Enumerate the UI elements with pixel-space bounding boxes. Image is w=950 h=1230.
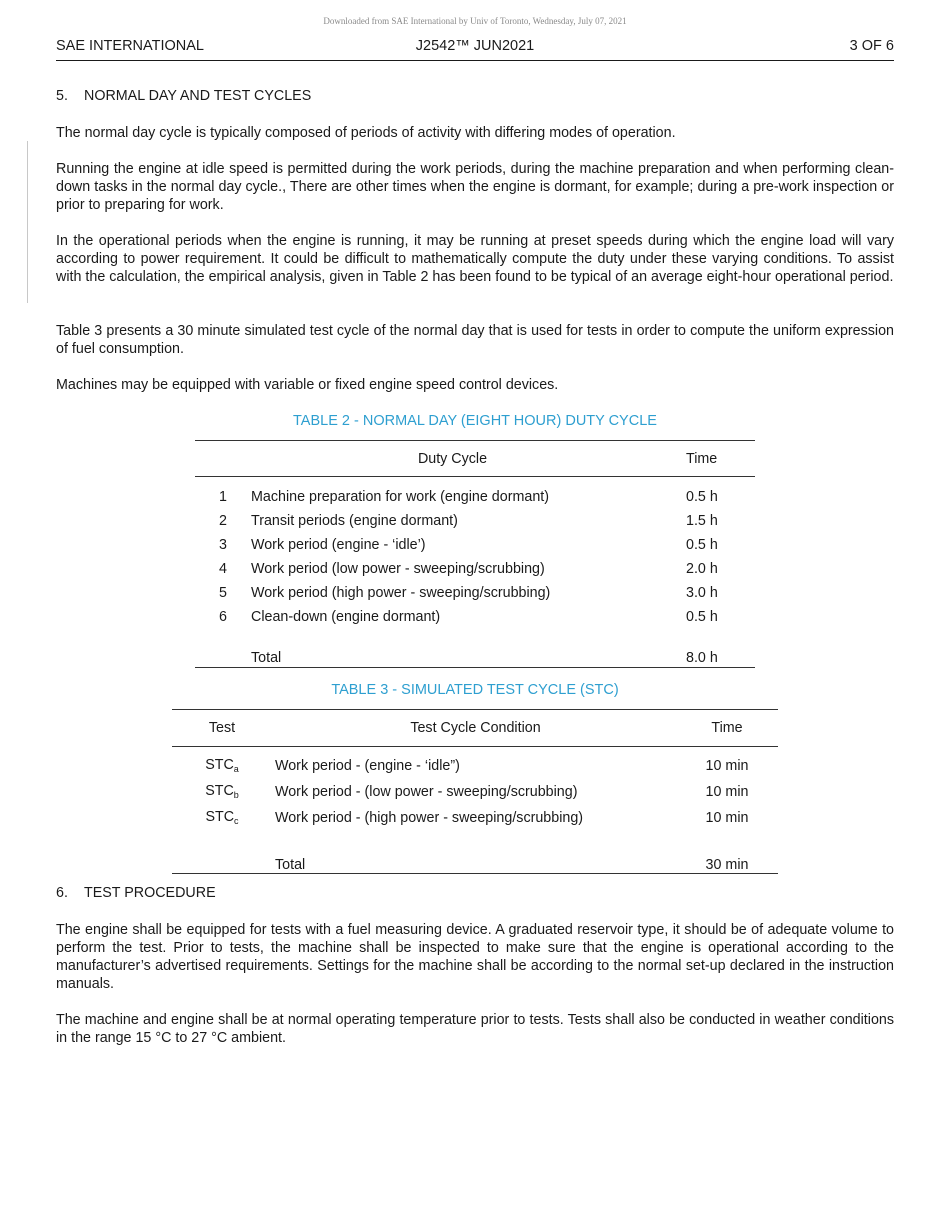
- row-time: 10 min: [705, 783, 749, 800]
- table-total-row: [172, 831, 778, 874]
- row-duty-cycle: Work period (engine - ‘idle’): [251, 536, 426, 553]
- table-header-duty-cycle: Duty Cycle: [251, 441, 654, 477]
- row-time: 0.5 h: [686, 608, 718, 625]
- section-5-heading: [56, 87, 311, 105]
- table-row: [195, 477, 755, 509]
- table-header-condition: Test Cycle Condition: [272, 710, 676, 747]
- row-time: 2.0 h: [686, 560, 718, 577]
- row-duty-cycle: Machine preparation for work (engine dormant): [251, 488, 550, 505]
- section-5-title: NORMAL DAY AND TEST CYCLES: [84, 88, 312, 104]
- download-note: Downloaded from SAE International by Univ of Toronto, Wednesday, July 07, 2021: [323, 16, 627, 26]
- table-row: [172, 747, 778, 779]
- test-subscript: c: [234, 816, 239, 826]
- table-2-duty-cycle: [195, 440, 755, 668]
- table-header-number: [195, 441, 251, 477]
- table-2-title: TABLE 2 - NORMAL DAY (EIGHT HOUR) DUTY CYCLE: [293, 413, 657, 429]
- total-time: 8.0 h: [654, 629, 755, 668]
- row-number: 4: [219, 560, 227, 577]
- table-row: [172, 805, 778, 831]
- section-5-paragraph: Machines may be equipped with variable or fixed engine speed control devices.: [56, 377, 559, 393]
- section-6-title: TEST PROCEDURE: [84, 885, 216, 901]
- row-test-id: $STC_c$: [205, 809, 239, 826]
- revision-change-bar: [27, 141, 28, 303]
- row-time: 10 min: [705, 757, 749, 774]
- row-number: 5: [219, 584, 227, 601]
- table-header-time: Time: [654, 441, 755, 477]
- table-3-simulated-test-cycle: [172, 709, 778, 874]
- header-page-number: 3 OF 6: [849, 38, 894, 54]
- row-condition: Work period - (engine - ‘idle”): [275, 757, 460, 774]
- row-time: 10 min: [705, 809, 749, 826]
- total-label: Total: [251, 629, 654, 668]
- table-header-test: Test: [172, 710, 272, 747]
- section-5-paragraph: In the operational periods when the engine is running, it may be running at preset speeds during which the engine load will vary according to power requirement. It could be difficult to mathematically compute the duty under these varying conditions. To assist with the calculation, the empirical analysis, given in Table 2 has been found to be typical of an average eight-hour operational period.: [56, 233, 894, 285]
- header-organization: SAE INTERNATIONAL: [56, 38, 204, 54]
- total-label: Total: [272, 831, 676, 874]
- section-6-paragraph: The engine shall be equipped for tests with a fuel measuring device. A graduated reservoir type, it should be of adequate volume to perform the test. Prior to tests, the machine shall be inspected to make sure that the engine is operational according to the manufacturer’s advertised requirements. Settings for the machine shall be according to the normal set-up declared in the instruction manuals.: [56, 922, 894, 992]
- row-condition: Work period - (low power - sweeping/scrubbing): [275, 783, 578, 800]
- row-number: 6: [219, 608, 227, 625]
- total-time: 30 min: [676, 831, 778, 874]
- row-time: 1.5 h: [686, 512, 718, 529]
- row-duty-cycle: Work period (high power - sweeping/scrubbing): [251, 584, 551, 601]
- section-5-paragraph: Running the engine at idle speed is permitted during the work periods, during the machine preparation and when performing clean-down tasks in the normal day cycle., There are other times when the engine is dormant, for example; during a pre-work inspection or prior to preparing for work.: [56, 161, 894, 213]
- row-test-id: $STC_a$: [205, 757, 239, 775]
- table-row: [195, 581, 755, 605]
- row-test-id: $STC_b$: [205, 783, 239, 800]
- section-6-number: 6.: [56, 885, 68, 901]
- test-subscript: a: [233, 764, 239, 775]
- test-subscript: b: [233, 790, 239, 800]
- row-condition: Work period - (high power - sweeping/scrubbing): [275, 809, 584, 826]
- table-row: [195, 557, 755, 581]
- row-time: 0.5 h: [686, 536, 718, 553]
- table-header-row: [195, 441, 755, 477]
- row-number: 2: [219, 512, 227, 529]
- row-duty-cycle: Clean-down (engine dormant): [251, 608, 441, 625]
- section-5-number: 5.: [56, 88, 68, 104]
- table-total-row: [195, 629, 755, 668]
- table-header-time: Time: [676, 710, 778, 747]
- table-row: [195, 509, 755, 533]
- table-header-row: [172, 710, 778, 747]
- row-duty-cycle: Transit periods (engine dormant): [251, 512, 458, 529]
- running-header: [56, 38, 894, 61]
- row-time: 0.5 h: [686, 488, 718, 505]
- row-number: 3: [219, 536, 227, 553]
- section-5-paragraph: Table 3 presents a 30 minute simulated test cycle of the normal day that is used for tests in order to compute the uniform expression of fuel consumption.: [56, 323, 894, 357]
- section-5-paragraph: The normal day cycle is typically composed of periods of activity with differing modes of operation.: [56, 125, 676, 141]
- row-number: 1: [219, 488, 227, 505]
- header-document-id: J2542™ JUN2021: [415, 38, 535, 54]
- table-row: [195, 605, 755, 629]
- row-time: 3.0 h: [686, 584, 718, 601]
- table-row: [195, 533, 755, 557]
- section-6-heading: [56, 884, 216, 902]
- row-duty-cycle: Work period (low power - sweeping/scrubbing): [251, 560, 545, 577]
- table-row: [172, 779, 778, 805]
- section-6-paragraph: The machine and engine shall be at normal operating temperature prior to tests. Tests shall also be conducted in weather conditions in the range 15 °C to 27 °C ambient.: [56, 1012, 894, 1046]
- table-3-title: TABLE 3 - SIMULATED TEST CYCLE (STC): [331, 682, 619, 698]
